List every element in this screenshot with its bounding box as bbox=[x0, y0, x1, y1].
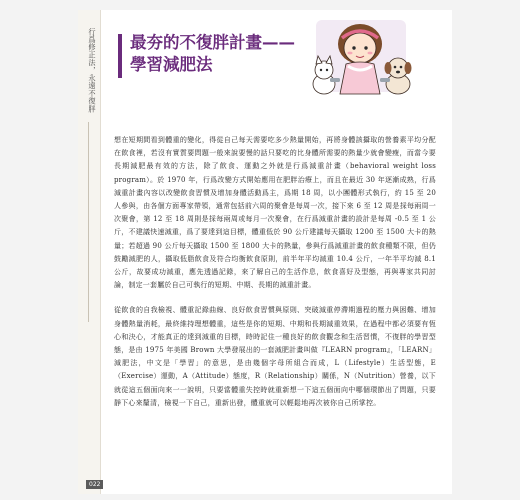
title-accent-bar bbox=[118, 34, 122, 78]
left-cheek bbox=[348, 52, 353, 55]
running-head-title: 行爲修正法，永遠不復胖 bbox=[88, 28, 97, 113]
body-paragraph-1: 想在短期間看到體重的變化，得從自己每天需要吃多少熱量開始，再將身體該攝取的營養素平均分配在飲食裡，若沒有實質要問題一般來說要慢的話只要吃的比身體所需要的熱量少就會變瘦，而當今要長期減肥最有效的方法，除了飲食、運動之外就是行爲減重計畫（behavioral weight loss program）。於 1970 年，行爲改變方式開始應用在肥胖治療上，而且在最近 30 年逐漸成熟，行爲減重計畫內容以改變飲食習慣及增加身體活動爲主，爲期 18 周，以小團體形式執行，約 15 至 20 人參與，由各個方面專家帶領，通常包括前六周的聚會是每周一次，接下來 6 至 12 周是採每兩周一次聚會，第 12 至 18 周則是採每兩周或每月一次聚會，在行爲減重計畫的設計是每周 -0.5 至 1 公斤，不建議快速減重，爲了要達到這目標，體重低於 90 公斤建議每天攝取 1200 至 1500 大卡的熱量；若超過 90 公斤每天攝取 1500 至 1800 大卡的熱量，參與行爲減重計畫的飲食種類不限，但仍鼓勵減肥的人，攝取低脂飲食及符合均衡飲食原則，前半年平均減重 10.4 公斤，一年半平均減 8.1 公斤，故要成功減重，應先透過記錄，來了解自己的生活作息，飲食喜好及型態，再與專家共同討論，制定一套屬於自己可執行的短期、中期、長期的減重計畫。 bbox=[114, 136, 436, 290]
dress-shape bbox=[340, 62, 380, 94]
face-shape bbox=[344, 33, 376, 63]
dog-dumbbell bbox=[380, 78, 390, 82]
dog-right-eye bbox=[400, 66, 403, 69]
girl-with-cat-and-dog-illustration bbox=[296, 18, 426, 108]
left-eye bbox=[352, 46, 355, 49]
dog-right-ear bbox=[405, 62, 412, 74]
dog-left-ear bbox=[385, 62, 392, 74]
chapter-title: 最夯的不復胖計畫—— 學習減肥法 bbox=[130, 33, 295, 74]
body-paragraph-2: 從飲食的自我檢視、體重記錄曲線、良好飲食習慣與原則、突破減重停滯期過程的壓力與困難、增加身體熱量消耗，最終維持理想體重，這些是你的短期、中期和長期減重效果，在過程中都必須要有恆心和決心，才能真正的達到減重的目標，時時記住一種良好的飲食觀念和生活習慣，不復胖的學習型態，是由 1975 年美國 Brown 大學發展出的一套減肥計畫叫做『LEARN program』，「LEARN」減肥法，中文是「學習」的意思，是由幾個字母所組合而成，L（Lifestyle）生活型態，E（Exercise）運動，A（Attitude）態度，R（Relationship）關係，N（Nutrition）營養，以下就從這五個面向來一一說明，只要當體重失控時就重新想一下這五個面向中哪個環節出了問題，只要靜下心來釐清，檢視一下自己，重新出發，體重就可以輕鬆地再次被你自己所掌控。 bbox=[114, 306, 436, 407]
cat-right-eye bbox=[326, 69, 328, 71]
right-cheek bbox=[368, 52, 373, 55]
cat-dumbbell bbox=[330, 78, 340, 82]
dog-nose bbox=[396, 71, 400, 74]
dog-left-eye bbox=[394, 66, 397, 69]
book-page bbox=[78, 10, 452, 494]
page-number: 022 bbox=[86, 480, 103, 489]
article-body bbox=[114, 134, 436, 410]
running-head-rule bbox=[88, 122, 89, 322]
side-running-head bbox=[78, 10, 101, 494]
chapter-header bbox=[100, 10, 452, 110]
right-eye bbox=[364, 46, 367, 49]
cat-left-eye bbox=[320, 69, 322, 71]
